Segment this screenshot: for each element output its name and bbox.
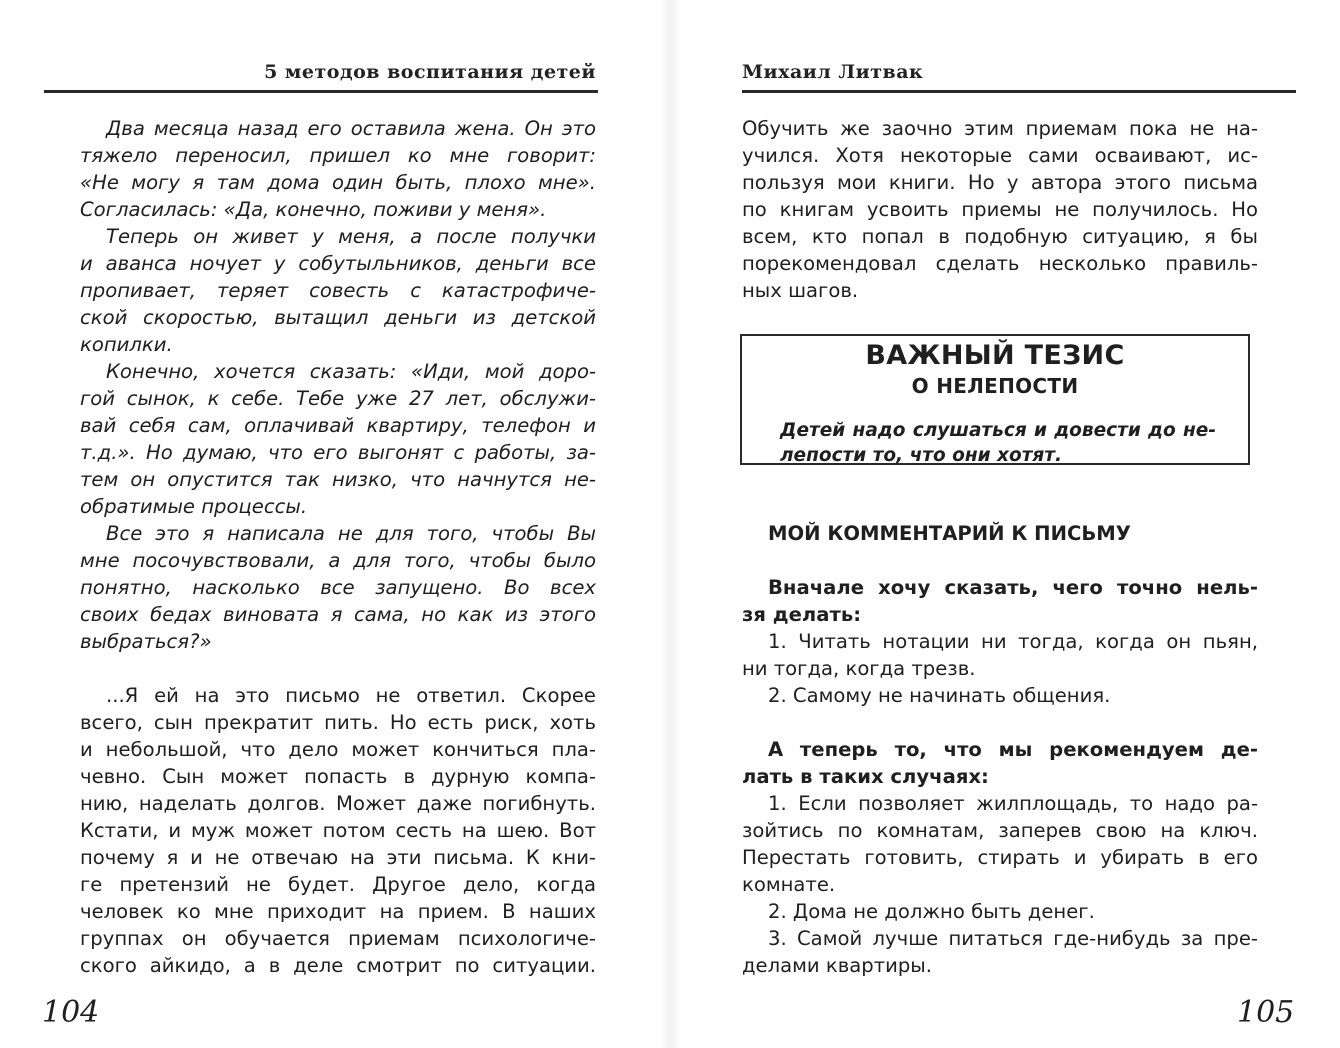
page-number: 105 xyxy=(1237,995,1295,1030)
text-line: Обучить же заочно этим приемам пока не на- xyxy=(742,117,1258,140)
text-line: ных шагов. xyxy=(742,279,859,302)
text-line: 3. Самой лучше питаться где-нибудь за пре- xyxy=(768,927,1258,950)
text-line: Перестать готовить, стирать и убирать в его xyxy=(742,846,1258,869)
text-line: понятно, насколько все запущено. Во всех xyxy=(80,576,596,599)
thesis-title: ВАЖНЫЙ ТЕЗИС xyxy=(865,340,1125,371)
text-line: лепости то, что они хотят. xyxy=(780,445,1063,466)
left-page-text xyxy=(80,115,596,979)
text-line: Конечно, хочется сказать: «Иди, мой доро- xyxy=(106,360,596,383)
text-line: выбраться?» xyxy=(80,630,212,653)
text-line: Кстати, и муж может потом сесть на шею. Вот xyxy=(80,819,596,842)
text-line: вай себя сам, оплачивай квартиру, телефон и xyxy=(80,414,596,437)
text-line: обратимые процессы. xyxy=(80,495,308,518)
text-line: группах он обучается приемам психологиче- xyxy=(80,927,596,950)
text-line: гой сынок, к себе. Тебе уже 27 лет, обслужи- xyxy=(80,387,596,410)
text-line: копилки. xyxy=(80,333,173,356)
text-line: МОЙ КОММЕНТАРИЙ К ПИСЬМУ xyxy=(768,522,1131,545)
text-line: 2. Дома не должно быть денег. xyxy=(768,900,1095,923)
text-line: своих бедах виновата я сама, но как из этого xyxy=(80,603,596,626)
text-line: мне посочувствовали, а для того, чтобы было xyxy=(80,549,596,572)
text-line: А теперь то, что мы рекомендуем де- xyxy=(768,738,1258,761)
thesis-box xyxy=(740,334,1250,465)
header-rule xyxy=(44,90,598,93)
text-line: по книгам усвоить приемы не получилось. Но xyxy=(742,198,1258,221)
text-line: Два месяца назад его оставила жена. Он это xyxy=(106,117,596,140)
blank-line xyxy=(742,709,1258,736)
text-line: ...Я ей на это письмо не ответил. Скорее xyxy=(106,684,596,707)
text-line: ского айкидо, а в деле смотрит по ситуации. xyxy=(80,954,596,977)
text-line: «Не могу я там дома один быть, плохо мне». xyxy=(80,171,596,194)
blank-line xyxy=(742,547,1258,574)
text-line: порекомендовал сделать несколько правиль- xyxy=(742,252,1258,275)
thesis-text xyxy=(780,418,1216,468)
text-line: лать в таких случаях: xyxy=(742,765,989,788)
running-head: 5 методов воспитания детей xyxy=(264,61,596,83)
text-line: пользуя мои книги. Но у автора этого письма xyxy=(742,171,1258,194)
text-line: Вначале хочу сказать, чего точно нель- xyxy=(768,576,1258,599)
text-line: человек ко мне приходит на прием. В наших xyxy=(80,900,596,923)
text-line: Теперь он живет у меня, а после получки xyxy=(106,225,596,248)
text-line: и небольшой, что дело может кончиться пла- xyxy=(80,738,596,761)
text-line: Детей надо слушаться и довести до не- xyxy=(780,420,1216,441)
right-page-intro-text xyxy=(742,115,1258,304)
right-page xyxy=(670,0,1340,1048)
text-line: учился. Хотя некоторые сами осваивают, ис- xyxy=(742,144,1258,167)
text-line: зя делать: xyxy=(742,603,862,626)
text-line: всего, сын прекратит пить. Но есть риск, хоть xyxy=(80,711,596,734)
text-line: ни тогда, когда трезв. xyxy=(742,657,976,680)
text-line: тем он опустится так низко, что начнутся не- xyxy=(80,468,596,491)
text-line: 2. Самому не начинать общения. xyxy=(768,684,1111,707)
text-line: т.д.». Но думаю, что его выгонят с работы, за- xyxy=(80,441,596,464)
text-line: Все это я написала не для того, чтобы Вы xyxy=(106,522,596,545)
text-line: комнате. xyxy=(742,873,836,896)
text-line: зойтись по комнатам, заперев свою на ключ. xyxy=(742,819,1258,842)
text-line: Согласилась: «Да, конечно, поживи у меня». xyxy=(80,198,547,221)
running-head: Михаил Литвак xyxy=(742,61,924,83)
text-line: чевно. Сын может попасть в дурную компа- xyxy=(80,765,596,788)
text-line: ге претензий не будет. Другое дело, когда xyxy=(80,873,596,896)
blank-line xyxy=(80,655,596,682)
text-line: нию, наделать долгов. Может даже погибнуть. xyxy=(80,792,596,815)
text-line: тяжело переносил, пришел ко мне говорит: xyxy=(80,144,596,167)
text-line: делами квартиры. xyxy=(742,954,932,977)
text-line: пропивает, теряет совесть с катастрофиче- xyxy=(80,279,596,302)
thesis-subtitle: О НЕЛЕПОСТИ xyxy=(911,374,1079,398)
text-line: 1. Если позволяет жилплощадь, то надо ра- xyxy=(768,792,1258,815)
text-line: и аванса ночует у собутыльников, деньги все xyxy=(80,252,596,275)
text-line: всем, кто попал в подобную ситуацию, я бы xyxy=(742,225,1258,248)
text-line: ской скоростью, вытащил деньги из детской xyxy=(80,306,596,329)
header-rule xyxy=(742,90,1296,93)
right-page-comment-text xyxy=(742,520,1258,979)
text-line: 1. Читать нотации ни тогда, когда он пьян, xyxy=(768,630,1258,653)
text-line: почему я и не отвечаю на эти письма. К кни- xyxy=(80,846,596,869)
page-number: 104 xyxy=(42,995,100,1030)
